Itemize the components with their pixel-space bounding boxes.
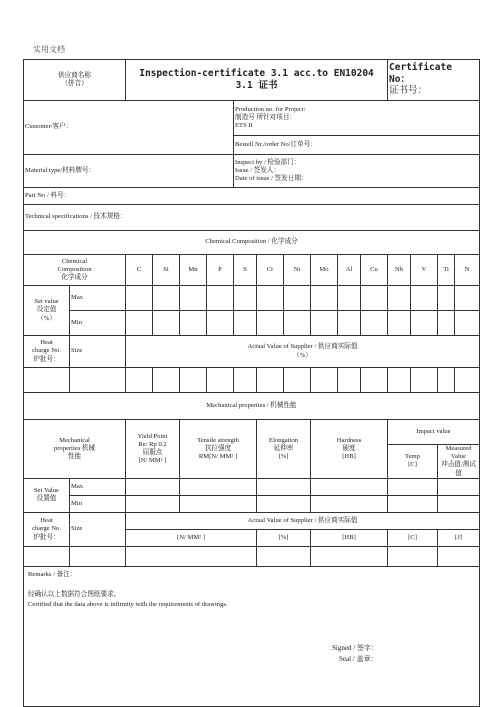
inspection-title: Inspection-certificate 3.1 acc.to EN10204 [139,68,374,80]
chem-actual-cell[interactable] [234,368,257,393]
mech-heat-no-cell[interactable] [24,546,70,566]
mech-cell[interactable] [126,478,180,495]
heat-no-cell[interactable] [24,368,70,393]
seal-label: Seal / 盖章： [339,655,378,663]
yield-3: 屈服点 [142,448,163,456]
chem-actual-cell[interactable] [388,368,411,393]
mech-heat-charge-label [24,512,70,546]
mech-cell[interactable] [126,495,180,512]
chem-cell[interactable] [455,286,480,311]
date-of-issue-label: Date of issue / 签发日期： [235,175,308,183]
mech-actual-cell[interactable] [126,546,257,566]
mech-actual-cell[interactable] [438,546,480,566]
mech-cell[interactable] [257,495,311,512]
set-value-label [24,286,70,336]
part-no-field[interactable] [24,188,480,205]
project-name: ETS II [235,122,253,130]
mech-cell[interactable] [257,478,311,495]
mech-size-cell[interactable] [70,546,126,566]
max-label: Max [70,286,126,311]
chem-cell[interactable] [411,286,438,311]
production-no-label: Production no. for Project: [235,105,306,113]
production-no-field[interactable] [234,101,480,136]
impact-value-header: Impact value [388,420,480,445]
material-type-label: Material type/材料牌号： [25,166,96,174]
mp-label-2: properties 机械 [53,444,96,452]
hardness-header [311,420,388,479]
unit-nmm: [N/ MM² ] [126,529,257,546]
mech-cell[interactable] [388,478,438,495]
chem-cell[interactable] [126,311,153,336]
elong-2: 延伸率 [273,444,294,452]
inspect-by-label: Inspect by / 检验部门： [235,158,301,166]
chem-cell[interactable] [207,311,234,336]
mech-max-row [24,478,480,495]
set-value-cn: 设定值 [36,306,57,314]
chem-cell[interactable] [257,286,284,311]
chem-cell[interactable] [438,311,455,336]
chem-actual-cell[interactable] [180,368,207,393]
chem-cell[interactable] [411,311,438,336]
mech-min-row [24,495,480,512]
charge-no-en: charge No. [32,347,61,355]
inspect-field[interactable] [234,155,480,188]
meas-1: Measured Value [445,445,472,461]
size-label: Size [70,336,126,368]
tech-spec-field[interactable] [24,205,480,231]
actual-value-label: Actual Value of Supplier / 供应商实际值 [247,343,358,351]
unit-c: [C] [388,529,438,546]
chemical-header-row [24,255,480,286]
order-no-field[interactable] [234,136,480,155]
mech-heat-en: Heat [40,517,53,525]
mech-set-en: Set Value [34,487,59,495]
heat-en: Heat [40,339,53,347]
chem-actual-cell[interactable] [438,368,455,393]
element-si: Si [153,255,180,286]
chem-actual-header-row [24,336,480,368]
inspection-certificate-form [23,59,480,707]
issue-label: Issue / 签发人： [235,166,281,174]
chem-cell[interactable] [361,311,388,336]
chem-cell[interactable] [284,286,311,311]
tensile-1: Tensile strength [197,436,239,444]
chem-actual-cell[interactable] [311,368,338,393]
chem-cell[interactable] [153,286,180,311]
mech-cell[interactable] [180,495,257,512]
chem-cell[interactable] [361,286,388,311]
element-c: C [126,255,153,286]
mech-cell[interactable] [311,495,388,512]
chem-actual-row [24,368,480,393]
unit-hb: [HB] [311,529,388,546]
yield-2: Re/ Rp 0.2 [138,440,167,448]
chemical-section-title: Chemical Composition / 化学成分 [24,231,480,255]
top-label: 实用文档 [33,45,65,54]
unit-pct: [%] [257,529,311,546]
chem-cell[interactable] [338,286,361,311]
chem-cell[interactable] [126,286,153,311]
mech-actual-value-header: Actual Value of Supplier / 供应商实际值 [126,512,480,529]
mech-cell[interactable] [388,495,438,512]
chem-cell[interactable] [311,286,338,311]
mech-min-label: Min [70,495,126,512]
chem-cell[interactable] [311,311,338,336]
tensile-2: 抗拉强度 [204,444,232,452]
yield-1: Yield Point [137,432,168,440]
chem-label-2: Composition [57,265,92,273]
customer-field[interactable] [24,101,234,155]
meas-2: 冲击值/测试值 [441,461,476,477]
element-ti: Ti [438,255,455,286]
mech-size-label: Size [70,512,126,546]
element-nb: Nb [388,255,411,286]
supplier-pinyin: （拼音） [61,80,88,87]
chem-actual-cell[interactable] [207,368,234,393]
chem-cell[interactable] [153,311,180,336]
mech-max-label: Max [70,478,126,495]
chem-cell[interactable] [207,286,234,311]
mech-cell[interactable] [438,478,480,495]
mech-cell[interactable] [180,478,257,495]
chem-cell[interactable] [180,311,207,336]
chem-cell[interactable] [338,311,361,336]
mech-actual-cell[interactable] [257,546,311,566]
mechanical-section-title: Mechanical properties / 机械性能 [24,393,480,420]
remarks-en: Certified that the data above is infirmity with the requirements of drawings. [28,601,228,609]
chem-actual-cell[interactable] [455,368,480,393]
mp-label-3: 性能 [67,453,82,461]
inspection-title-cell [126,60,388,101]
mech-actual-row [24,546,480,566]
chem-actual-cell[interactable] [153,368,180,393]
size-cell[interactable] [70,368,126,393]
yield-4: [N/ MM² ] [138,457,167,465]
element-p: P [207,255,234,286]
heat-charge-label [24,336,70,368]
element-mo: Mo [311,255,338,286]
element-n: N [455,255,480,286]
chem-cell[interactable] [388,286,411,311]
set-value-unit: （%） [37,314,56,322]
chem-cell[interactable] [455,311,480,336]
chem-actual-cell[interactable] [338,368,361,393]
element-cr: Cr [257,255,284,286]
element-cu: Cu [361,255,388,286]
part-no-label: Part No / 料号： [25,191,71,199]
signed-label: Signed / 签字： [332,644,378,652]
temp-2: [C] [408,461,417,469]
chem-actual-cell[interactable] [257,368,284,393]
chemical-composition-header [24,255,126,286]
chem-cell[interactable] [438,286,455,311]
material-type-field[interactable] [24,155,234,188]
chem-label-3: 化学成分 [61,274,88,282]
tensile-strength-header [180,420,257,479]
chem-min-row [24,311,480,336]
mech-cell[interactable] [438,495,480,512]
element-al: Al [338,255,361,286]
mech-set-value-label [24,478,70,512]
chem-cell[interactable] [257,311,284,336]
supplier-title: 供应商名称 [58,71,91,79]
chem-cell[interactable] [234,311,257,336]
set-value-en: Set value [34,298,59,306]
chem-max-row [24,286,480,311]
order-no-label: Bestell Nr./order No/订单号： [235,140,317,148]
chem-actual-cell[interactable] [361,368,388,393]
unit-j: [J] [438,529,480,546]
chem-cell[interactable] [388,311,411,336]
chem-cell[interactable] [234,286,257,311]
supplier-name-cell [24,60,126,101]
actual-value-unit: （%） [293,351,312,359]
tech-spec-label: Technical specifications / 技术规格： [25,213,127,221]
hard-2: 硬度 [342,444,356,452]
yield-point-header [126,420,180,479]
actual-value-header [126,336,480,368]
chem-cell[interactable] [284,311,311,336]
certificate-no-label: Certificate No： [389,61,452,85]
customer-label: Customer/客户： [25,123,73,131]
chem-cell[interactable] [180,286,207,311]
remarks-section[interactable] [24,566,480,706]
elong-3: [%] [278,453,289,461]
mech-actual-cell[interactable] [388,546,438,566]
certificate-no-cn: 证书号： [389,86,428,97]
chem-actual-cell[interactable] [284,368,311,393]
mech-cell[interactable] [311,478,388,495]
mech-actual-cell[interactable] [311,546,388,566]
element-mn: Mn [180,255,207,286]
hard-3: [HB] [342,453,356,461]
remarks-label: Remarks / 备注： [28,570,77,578]
remarks-cn: 经确认以上数据符合图纸要求。 [28,591,121,599]
mech-set-cn: 设置值 [36,495,57,503]
temp-1: Temp [405,453,420,461]
chem-actual-cell[interactable] [411,368,438,393]
element-ni: Ni [284,255,311,286]
chem-actual-cell[interactable] [126,368,153,393]
temp-header [388,445,438,479]
measured-value-header [438,445,480,479]
production-no-label-cn: 制造号 所针对项目： [235,113,297,121]
heat-cn: 炉批号： [33,355,60,363]
mechanical-properties-header [24,420,126,479]
mech-heat-cn: 炉批号： [33,533,60,541]
mp-label-1: Mechanical [59,436,90,444]
mech-actual-header-row [24,512,480,529]
inspection-subtitle: 3.1 证书 [235,80,278,91]
min-label: Min [70,311,126,336]
mech-charge-en: charge No. [32,525,61,533]
elongation-header [257,420,311,479]
mech-header-row [24,420,480,445]
tensile-3: RM[N/ MM² ] [198,453,238,461]
certificate-no-cell [388,60,480,101]
header-row [24,60,480,101]
hard-1: Hardness [336,436,362,444]
element-v: V [411,255,438,286]
element-s: S [234,255,257,286]
elong-1: Elongation [269,436,298,444]
chem-label-1: Chemical [61,257,88,265]
